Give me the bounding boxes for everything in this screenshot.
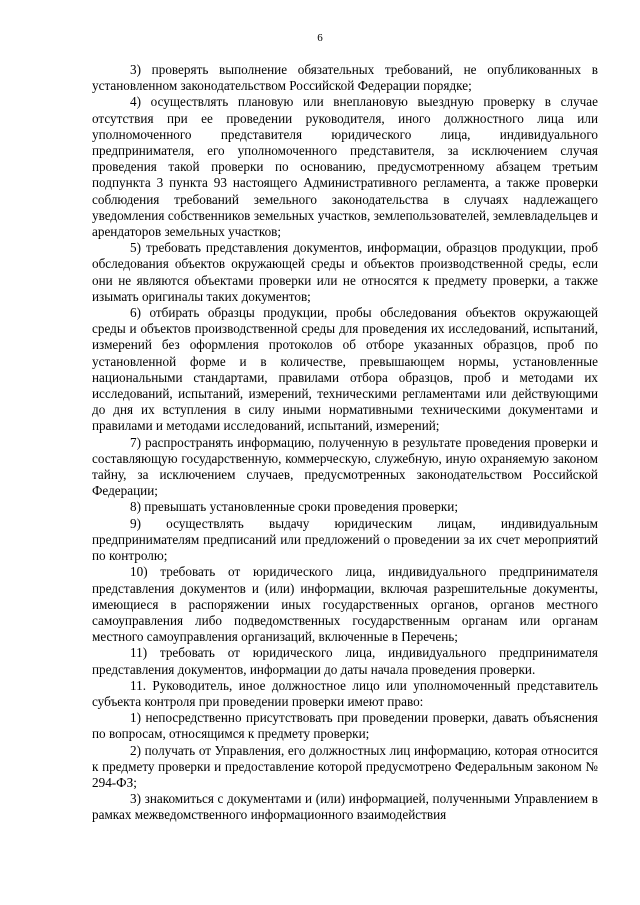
paragraph-section-11: 11. Руководитель, иное должностное лицо или уполномоченный представитель субъекта контроля при проведении проверки имеют право:	[92, 677, 598, 709]
paragraph-item-11: 11) требовать от юридического лица, индивидуального предпринимателя представления документов, информации до даты начала проведения проверки.	[92, 645, 598, 677]
page-number: 6	[317, 32, 323, 44]
paragraph-item-6: 6) отбирать образцы продукции, пробы обследования объектов окружающей среды и объектов производственной среды для проведения их исследований, испытаний, измерений без оформления протоколов об отборе указанных образцов, проб по установленной форме и в количестве, превышающем нормы, установленные национальными стандартами, правилами отбора образцов, проб и методами их исследований, испытаний, измерений, техническими регламентами или действующими до дня их вступления в силу иными нормативными техническими документами и правилами и методами исследований, испытаний, измерений;	[92, 305, 598, 434]
paragraph-item-3: 3) проверять выполнение обязательных требований, не опубликованных в установленном законодательством Российской Федерации порядке;	[92, 62, 598, 94]
paragraph-item-5: 5) требовать представления документов, информации, образцов продукции, проб обследования объектов окружающей среды и объектов производственной среды, если они не являются объектами проверки или не относятся к предмету проверки, а также изымать оригиналы таких документов;	[92, 240, 598, 304]
paragraph-right-2: 2) получать от Управления, его должностных лиц информацию, которая относится к предмету проверки и предоставление которой предусмотрено Федеральным законом № 294-ФЗ;	[92, 742, 598, 790]
paragraph-item-9: 9) осуществлять выдачу юридическим лицам, индивидуальным предпринимателям предписаний или предложений о проведении за их счет мероприятий по контролю;	[92, 515, 598, 564]
paragraph-item-10: 10) требовать от юридического лица, индивидуального предпринимателя представления документов и (или) информации, включая разрешительные документы, имеющиеся в распоряжении иных государственных органов, органов местного самоуправления либо подведомственных государственным органам или органам местного самоуправления организаций, включенные в Перечень;	[92, 564, 598, 645]
paragraph-right-3: 3) знакомиться с документами и (или) информацией, полученными Управлением в рамках межведомственного информационного взаимодействия	[92, 791, 598, 823]
paragraph-item-4: 4) осуществлять плановую или внеплановую выездную проверку в случае отсутствия при ее проведении руководителя, иного должностного лица или уполномоченного представителя юридического лица, индивидуального предпринимателя, его уполномоченного представителя, за исключением случая проведения такой проверки по основанию, предусмотренному абзацем третьим подпункта 3 пункта 93 настоящего Административного регламента, а также проверки соблюдения требований земельного законодательства в случаях надлежащего уведомления собственников земельных участков, землепользователей, землевладельцев и арендаторов земельных участков;	[92, 94, 598, 240]
paragraph-right-1: 1) непосредственно присутствовать при проведении проверки, давать объяснения по вопросам, относящимся к предмету проверки;	[92, 710, 598, 742]
paragraph-item-7: 7) распространять информацию, полученную в результате проведения проверки и составляющую государственную, коммерческую, служебную, иную охраняемую законом тайну, за исключением случаев, предусмотренных законодательством Российской Федерации;	[92, 434, 598, 499]
paragraph-item-8: 8) превышать установленные сроки проведения проверки;	[130, 499, 458, 515]
document-body	[92, 62, 598, 824]
